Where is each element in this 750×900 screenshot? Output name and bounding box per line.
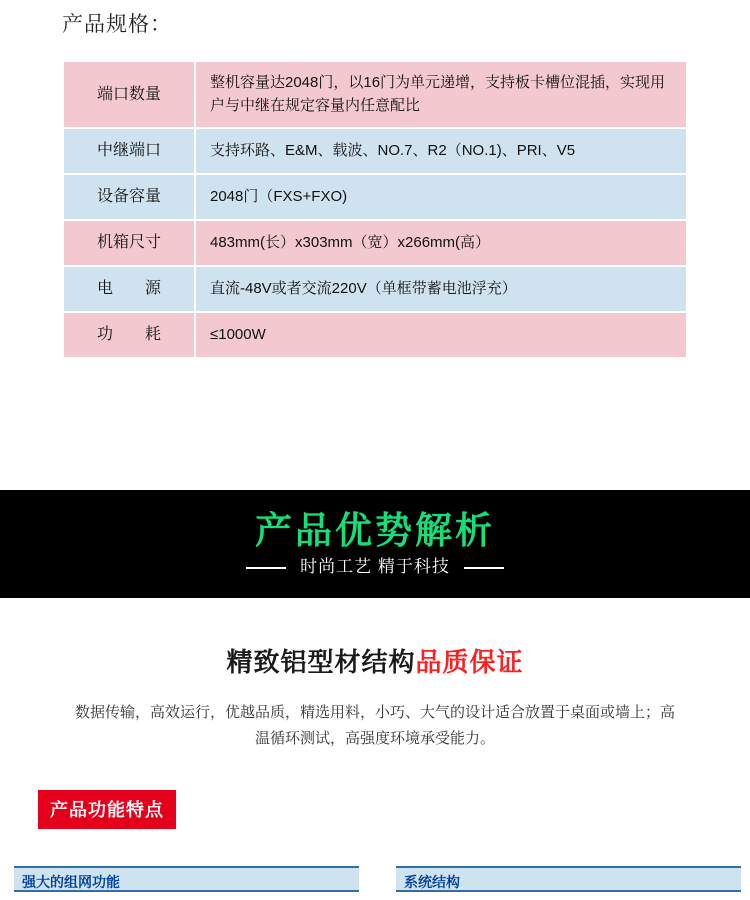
advantage-banner bbox=[0, 490, 750, 598]
section-description: 数据传输，高效运行，优越品质，精选用料，小巧、大气的设计适合放置于桌面或墙上；高温循环测试，高强度环境承受能力。 bbox=[75, 704, 676, 748]
spec-table bbox=[62, 60, 688, 359]
table-row bbox=[63, 61, 687, 128]
spec-label: 电 源 bbox=[63, 266, 195, 312]
spec-section-title: 产品规格： bbox=[62, 13, 172, 36]
spec-label: 机箱尺寸 bbox=[63, 220, 195, 266]
spec-label: 端口数量 bbox=[63, 61, 195, 128]
section-heading-main: 精致铝型材结构 bbox=[226, 647, 416, 677]
banner-subtitle: 时尚工艺 精于科技 bbox=[300, 557, 450, 576]
spec-value: 2048门（FXS+FXO) bbox=[195, 174, 687, 220]
spec-label: 功 耗 bbox=[63, 312, 195, 358]
divider-right bbox=[464, 567, 504, 569]
table-row bbox=[63, 312, 687, 358]
spec-value: 483mm(长）x303mm（宽）x266mm(高） bbox=[195, 220, 687, 266]
divider-left bbox=[246, 567, 286, 569]
banner-subtitle-wrap bbox=[0, 552, 750, 577]
spec-value: 支持环路、E&M、载波、NO.7、R2（NO.1)、PRI、V5 bbox=[195, 128, 687, 174]
spec-value: ≤1000W bbox=[195, 312, 687, 358]
table-row bbox=[63, 220, 687, 266]
spec-value: 整机容量达2048门，以16门为单元递增，支持板卡槽位混插，实现用户与中继在规定容量内任意配比 bbox=[195, 61, 687, 128]
table-row bbox=[63, 174, 687, 220]
table-row bbox=[63, 266, 687, 312]
table-row bbox=[63, 128, 687, 174]
feature-tag: 产品功能特点 bbox=[38, 790, 176, 829]
banner-title: 产品优势解析 bbox=[255, 510, 495, 551]
spec-label: 中继端口 bbox=[63, 128, 195, 174]
feature-bar-architecture: 系统结构 bbox=[396, 866, 741, 892]
spec-label: 设备容量 bbox=[63, 174, 195, 220]
section-heading bbox=[0, 642, 750, 679]
feature-bar-networking: 强大的组网功能 bbox=[14, 866, 359, 892]
section-heading-accent: 品质保证 bbox=[415, 647, 524, 677]
spec-value: 直流-48V或者交流220V（单框带蓄电池浮充） bbox=[195, 266, 687, 312]
